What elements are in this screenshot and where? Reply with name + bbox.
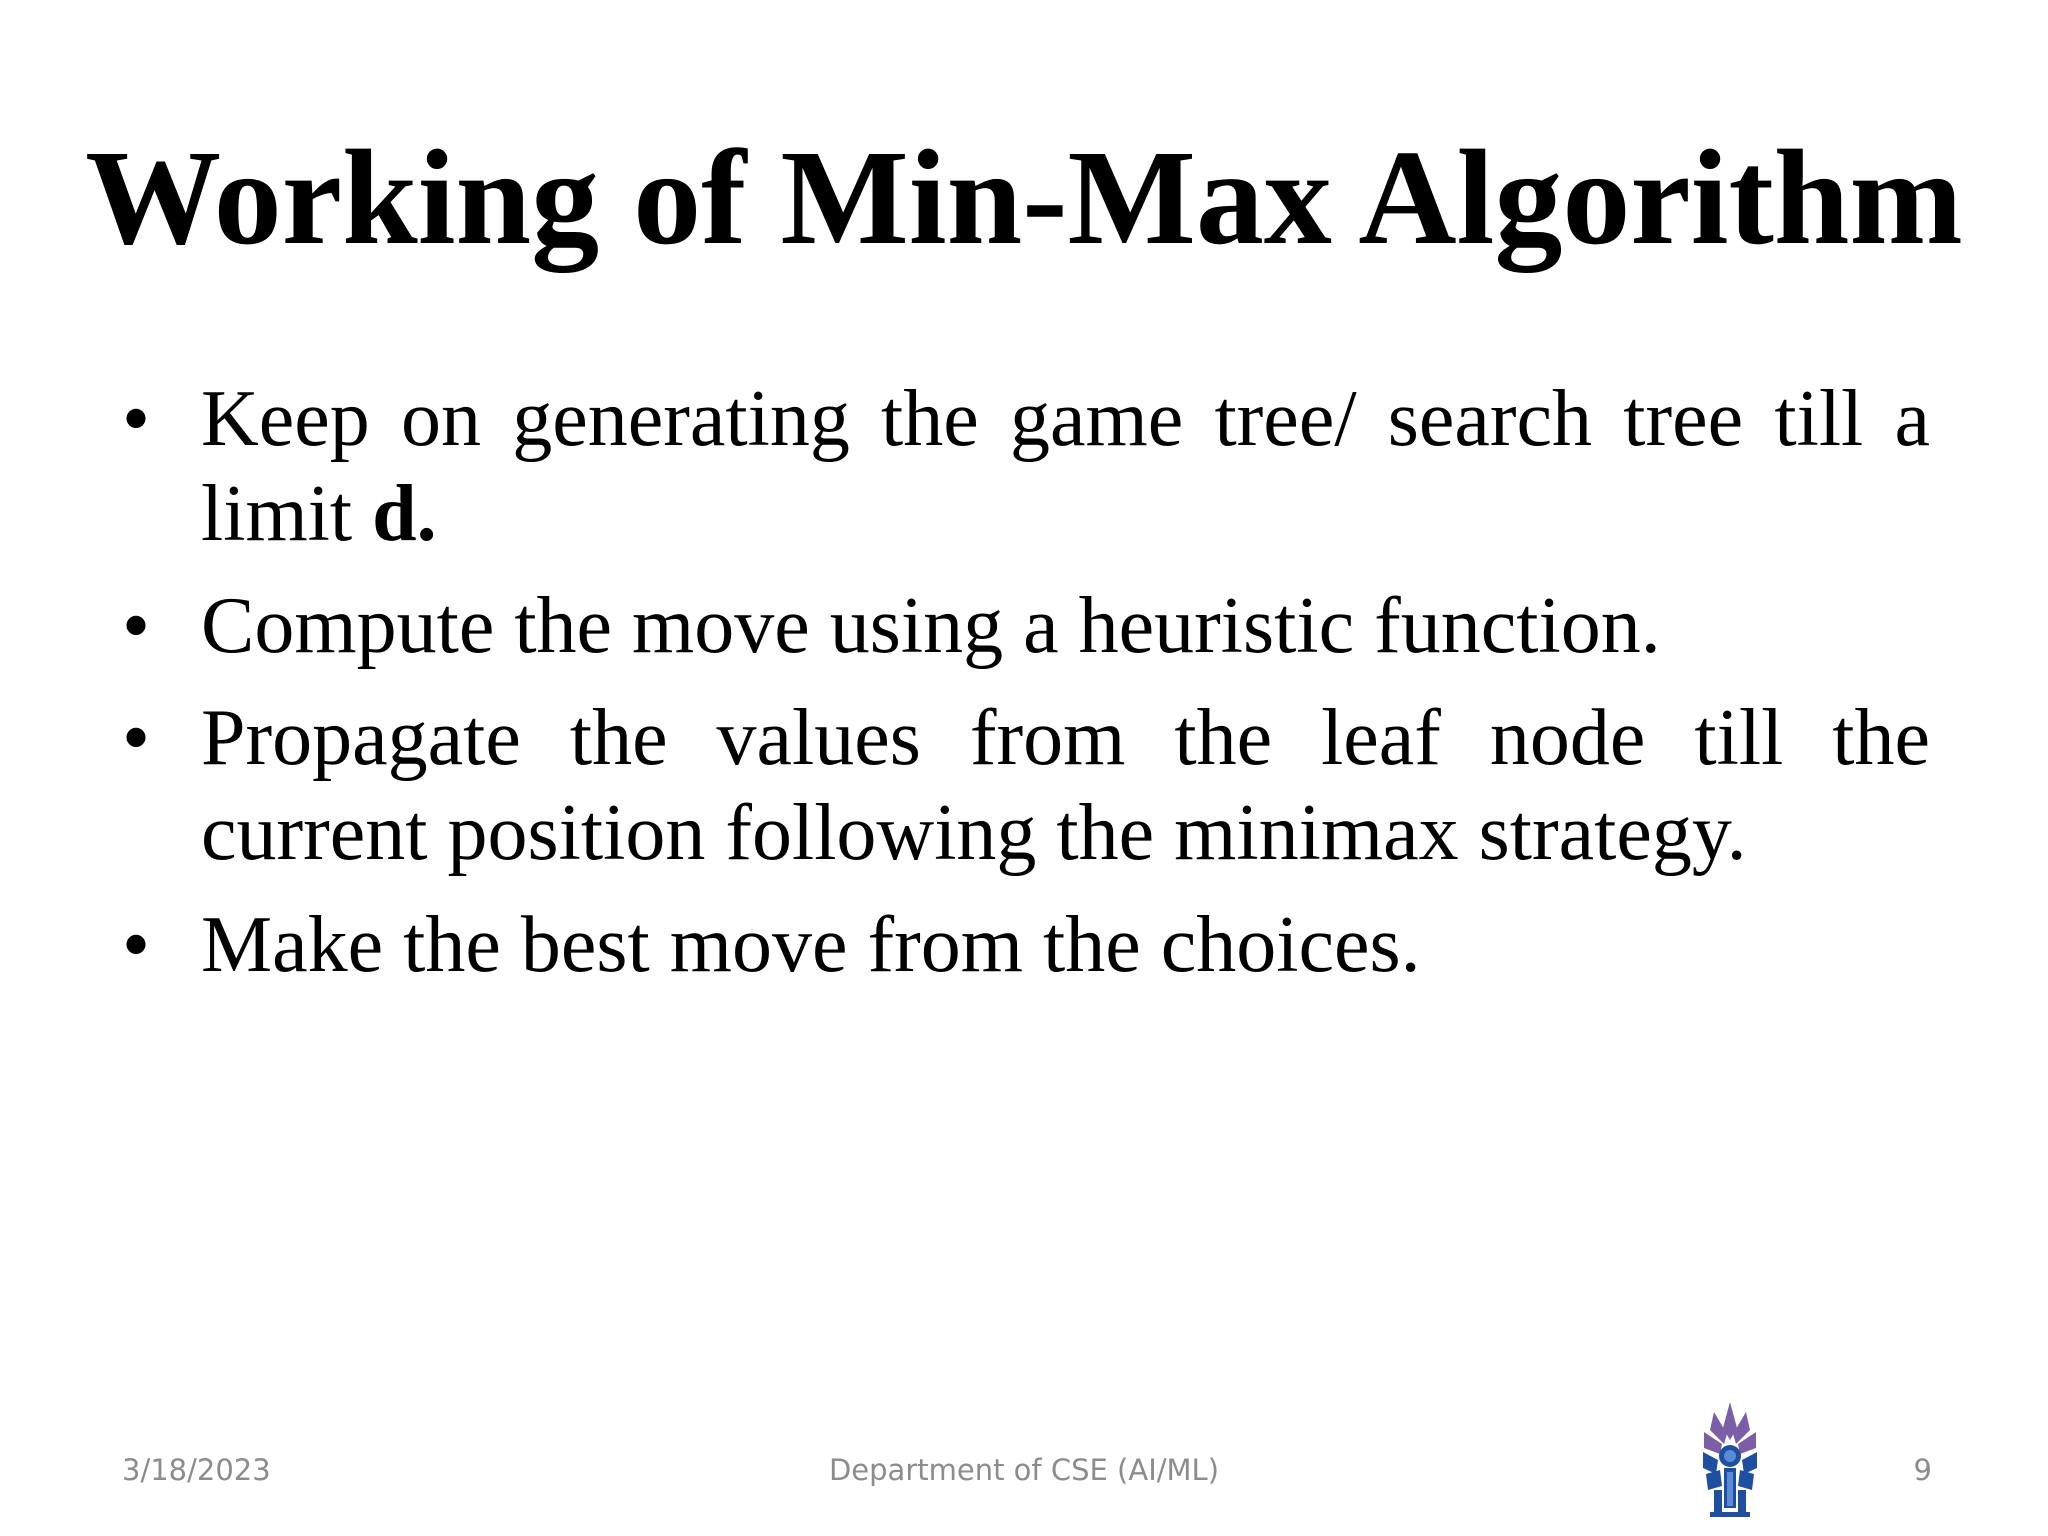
bullet-text: Propagate the values from the leaf node till the current position following the minimax strategy. xyxy=(201,694,1930,877)
institution-emblem-icon xyxy=(1700,1400,1760,1520)
bullet-bold-text: d. xyxy=(372,470,437,558)
bullet-text: Compute the move using a heuristic function. xyxy=(201,582,1661,670)
bullet-text: Keep on generating the game tree/ search tree till a limit xyxy=(201,375,1930,558)
page-number: 9 xyxy=(1913,1453,1932,1487)
slide-title: Working of Min-Max Algorithm xyxy=(85,123,1963,273)
bullet-icon: • xyxy=(122,694,151,782)
list-item xyxy=(122,691,1930,881)
bullet-text: Make the best move from the choices. xyxy=(201,901,1421,989)
footer-date: 3/18/2023 xyxy=(122,1453,271,1487)
bullet-icon: • xyxy=(122,375,151,463)
bullet-icon: • xyxy=(122,582,151,670)
list-item xyxy=(122,898,1930,993)
bullet-list xyxy=(122,372,1930,1010)
list-item xyxy=(122,579,1930,674)
footer-department: Department of CSE (AI/ML) xyxy=(828,1453,1220,1487)
bullet-icon: • xyxy=(122,901,151,989)
list-item xyxy=(122,372,1930,562)
